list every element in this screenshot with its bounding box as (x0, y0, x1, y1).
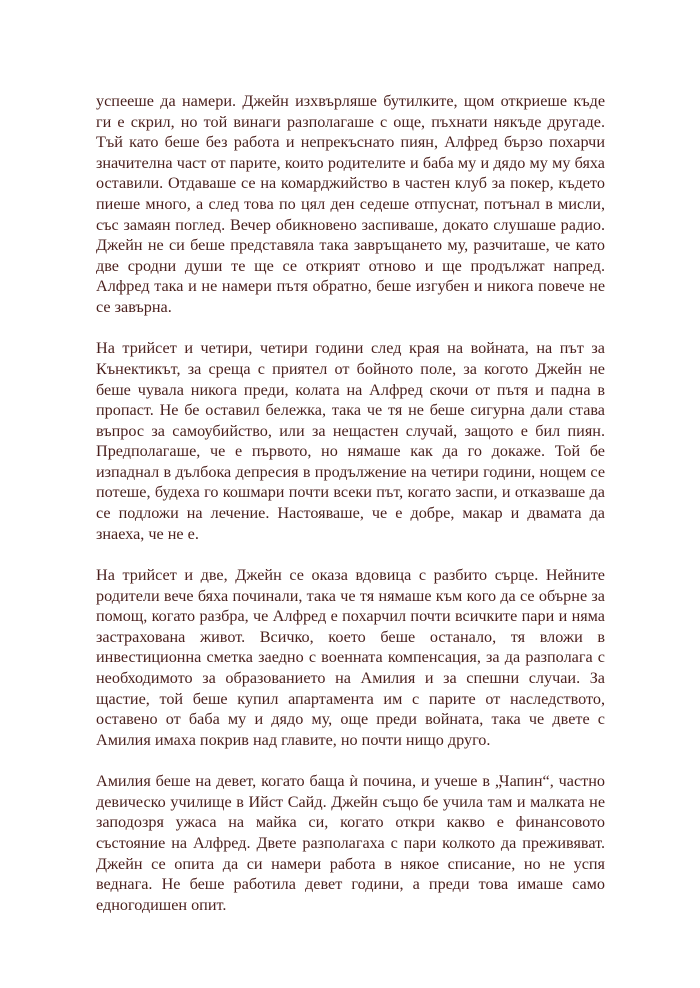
paragraph-3: На трийсет и две, Джейн се оказа вдовица с разбито сърце. Нейните родители вече бяха починали, така че тя нямаше към кого да се обърне за помощ, когато разбра, че Алфред е похарчил почти всичките пари и няма застрахована живот. Всичко, което беше останало, тя вложи в инвестиционна сметка заедно с военната компенсация, за да разполага с необходимото за образованието на Амилия и за спешни случаи. За щастие, той беше купил апартамента им с парите от наследството, оставено от баба му и дядо му, още преди войната, така че двете с Амилия имаха покрив над главите, но почти нищо друго. (96, 566, 605, 749)
body-text (96, 91, 605, 936)
paragraph-1: успееше да намери. Джейн изхвърляше бутилките, щом откриеше къде ги е скрил, но той винаги разполагаше с още, пъхнати някъде другаде. Тъй като беше без работа и непрекъснато пиян, Алфред бързо похарчи значителна част от парите, които родителите и баба му и дядо му му бяха оставили. Отдаваше се на комарджийство в частен клуб за покер, където пиеше много, а след това по цял ден седеше отпуснат, потънал в мисли, със замаян поглед. Вечер обикновено заспиваше, докато слушаше радио. Джейн не си беше представяла така завръщането му, разчиташе, че като две сродни души те ще се открият отново и ще продължат напред. Алфред така и не намери пътя обратно, беше изгубен и никога повече не се завърна. (96, 92, 605, 316)
paragraph-4: Амилия беше на девет, когато баща ѝ почина, и учеше в „Чапин“, частно девическо училище в Ийст Сайд. Джейн също бе учила там и малката не заподозря ужаса на майка си, когато откри какво е финансовото състояние на Алфред. Двете разполагаха с пари колкото да преживяват. Джейн се опита да си намери работа в някое списание, но не успя веднага. Не беше работила девет години, а преди това имаше само едногодишен опит. (96, 772, 605, 914)
paragraph-2: На трийсет и четири, четири години след края на войната, на път за Кънектикът, за среща с приятел от бойното поле, за когото Джейн не беше чувала никога преди, колата на Алфред скочи от пътя и падна в пропаст. Не бе оставил бележка, така че тя не беше сигурна дали става въпрос за самоубийство, или за нещастен случай, защото е бил пиян. Предполагаше, че е първото, но нямаше как да го докаже. Той бе изпаднал в дълбока депресия в продължение на четири години, нощем се потеше, будеха го кошмари почти всеки път, когато заспи, и отказваше да се подложи на лечение. Настояваше, че е добре, макар и двамата да знаеха, че не е. (96, 339, 605, 543)
